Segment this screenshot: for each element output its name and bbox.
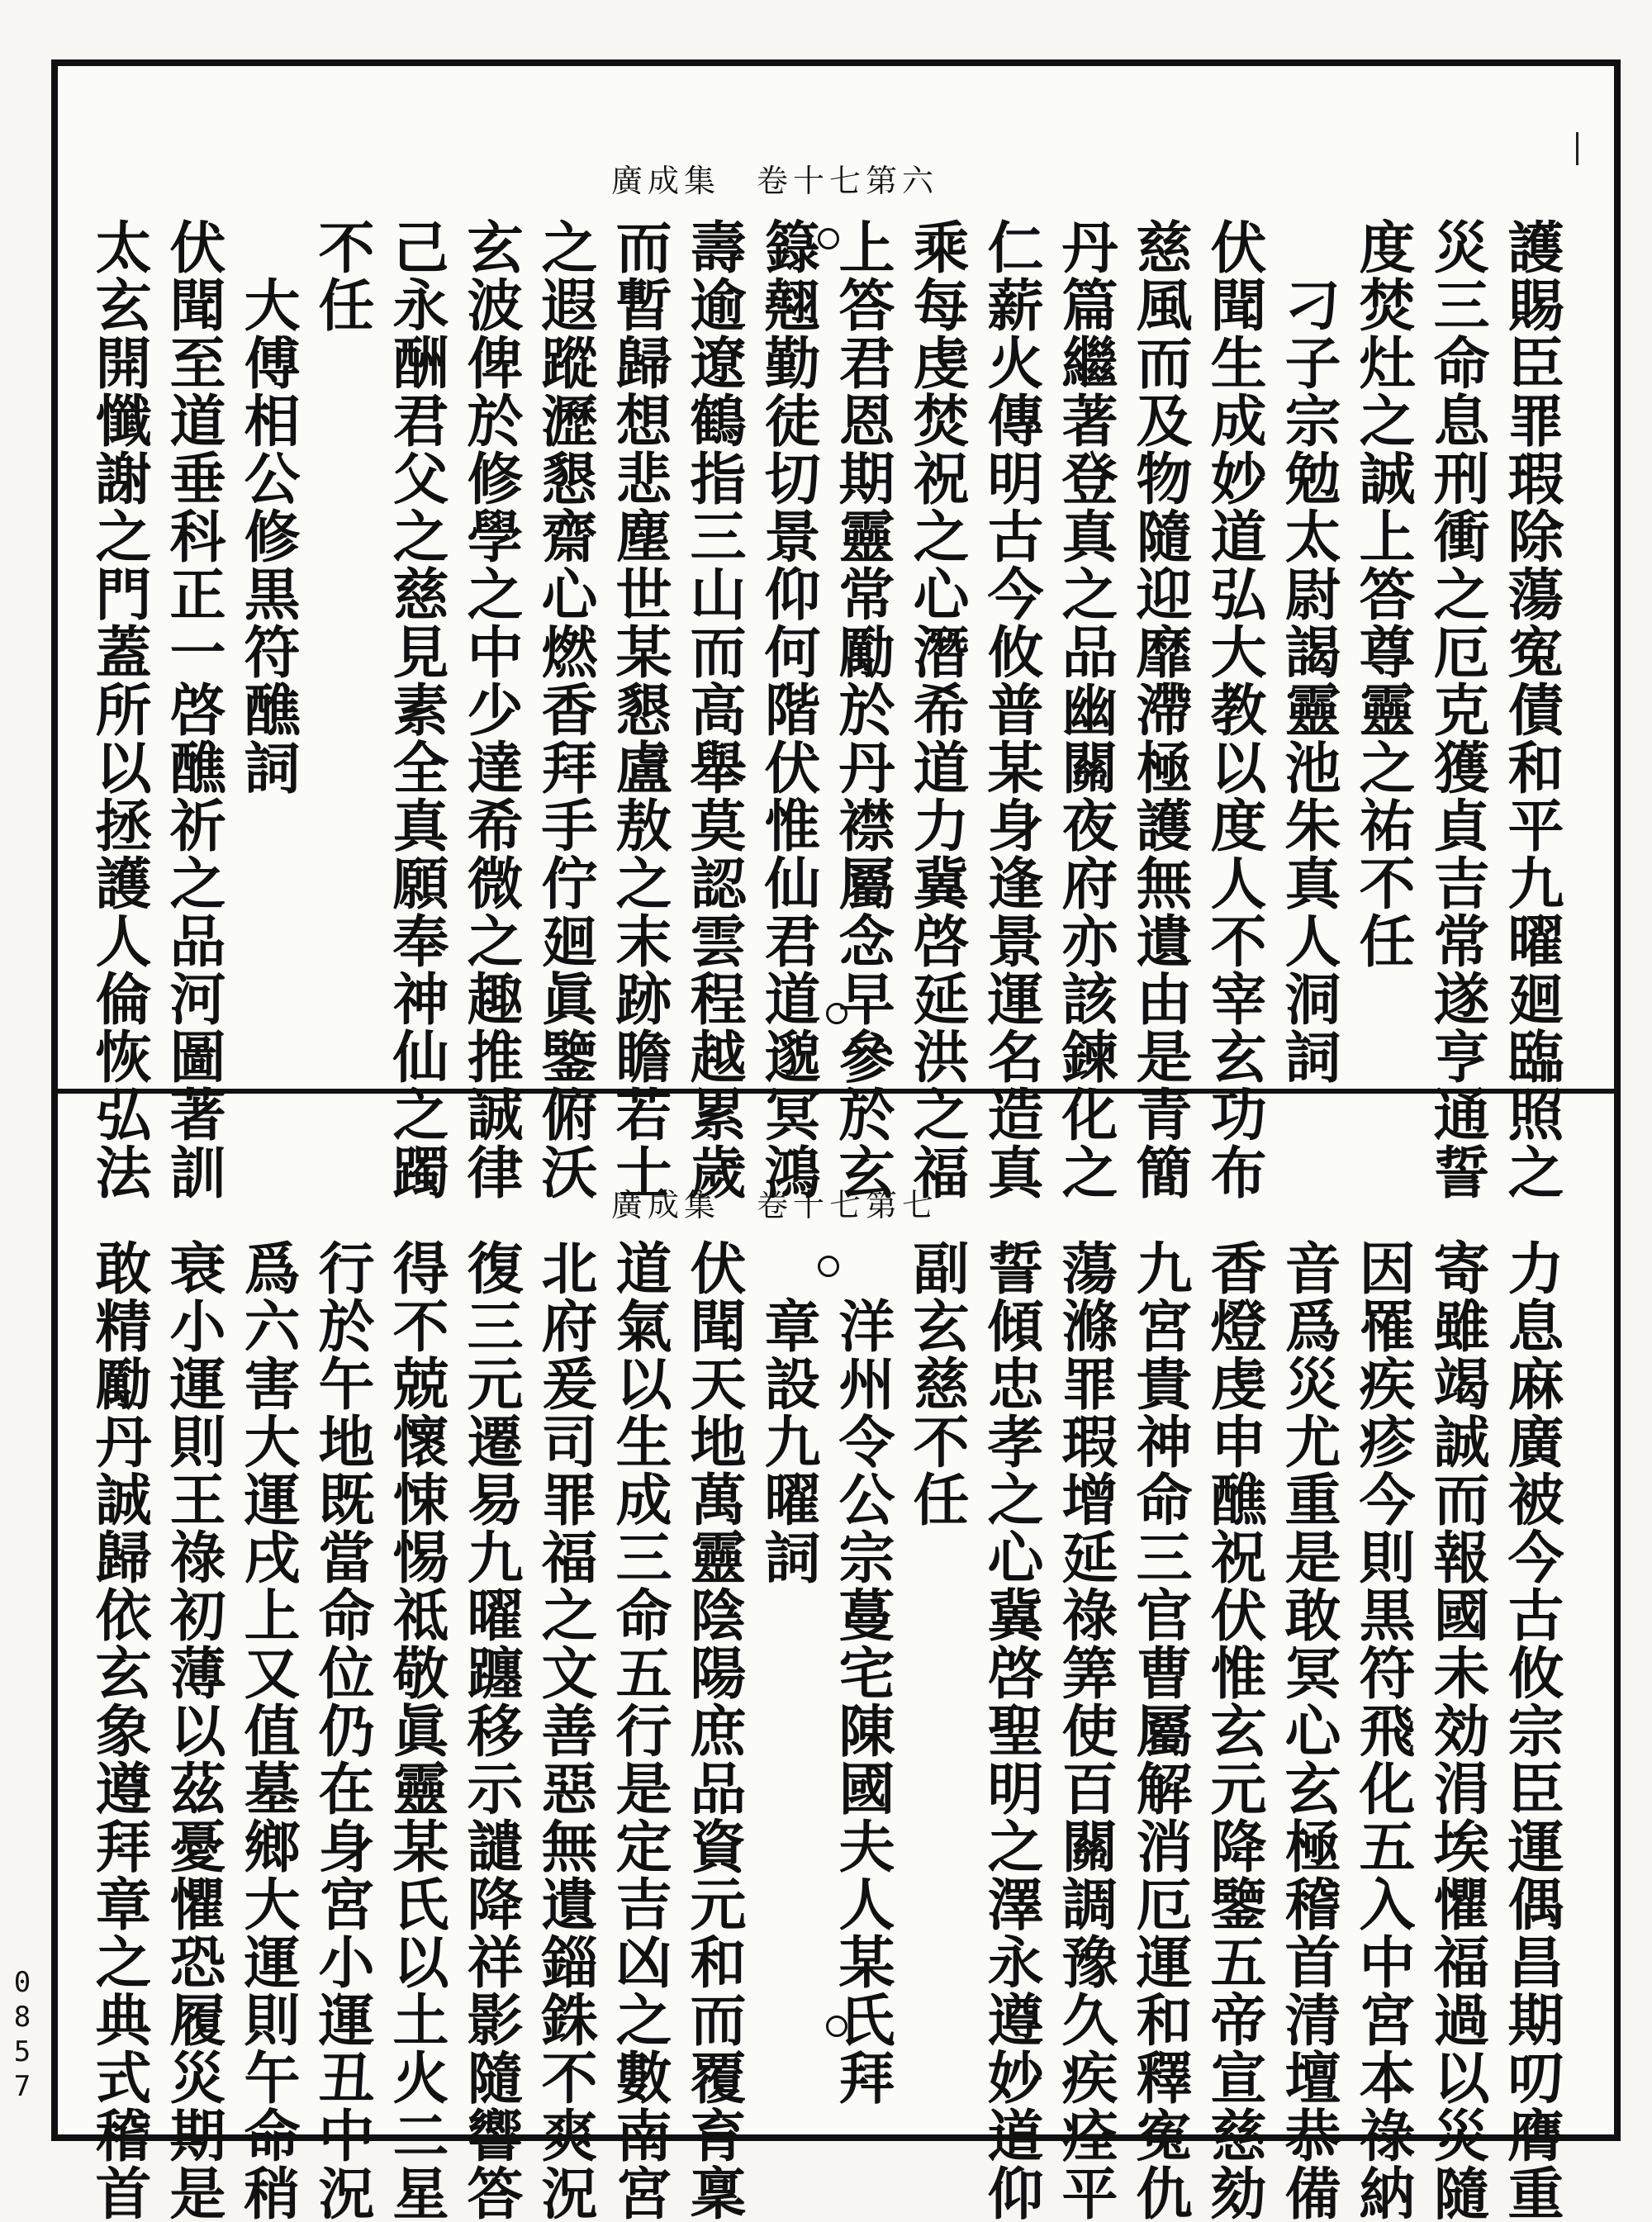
text-column: 誓傾忠孝之心冀啓聖明之澤永遵妙道仰 [978, 1239, 1044, 2222]
text-column: 因罹疾疹今則黒符飛化五入中宮本祿納 [1350, 1239, 1416, 2222]
circle-mark [826, 1003, 847, 1024]
lower-page-header: 廣成集 卷十七第七 [611, 1187, 939, 1223]
text-column: 乘每虔焚祝之心潛希道力冀啓延洪之福 [904, 218, 970, 1201]
text-column: 音爲災尤重是敢冥心玄極稽首清壇恭備 [1275, 1239, 1341, 2222]
text-column: 洋州令公宗蔓宅陳國夫人某氏拜 [829, 1239, 895, 2106]
text-column: 伏聞至道垂科正一啓醮祈之品河圖著訓 [160, 218, 226, 1201]
text-column: 爲六害大運戌上又值墓鄉大運則午命稍 [235, 1239, 301, 2222]
text-column: 刁子宗勉太尉謁靈池朱真人洞詞 [1275, 218, 1341, 1085]
text-column: 災三命息刑衝之厄克獲貞吉常遂亨通誓 [1424, 218, 1490, 1201]
text-column: 度焚灶之誠上答尊靈之祐不任 [1350, 218, 1416, 970]
circle-mark [818, 1256, 839, 1277]
text-column: 伏聞天地萬靈陰陽庶品資元和而覆育稟 [681, 1239, 747, 2222]
text-column: 之遐蹤瀝懇齋心燃香拜手佇廻眞鑒俯沃 [532, 218, 598, 1201]
text-column: 慈風而及物隨迎靡滯極護無遺由是青簡 [1127, 218, 1193, 1201]
text-column: 敢精勵丹誠歸依玄象遵拜章之典式稽首 [86, 1239, 152, 2222]
text-column: 北府爰司罪福之文善惡無遺錙銖不爽況 [532, 1239, 598, 2222]
text-column: 伏聞生成妙道弘大教以度人不宰玄功布 [1201, 218, 1267, 1201]
text-column: 得不兢懷悚惕祗敬眞靈某氏以土火二星 [383, 1239, 449, 2222]
text-column: 丹篇繼著登真之品幽關夜府亦該鍊化之 [1052, 218, 1118, 1201]
text-column: 護賜臣罪瑕除蕩寃債和平九曜廻臨照之 [1498, 218, 1564, 1201]
upper-page-header: 廣成集 卷十七第六 [611, 163, 939, 199]
text-column: 壽逾遼鶴指三山而高舉莫認雲程越累歲 [681, 218, 747, 1201]
text-column: 仁薪火傳明古今攸普某身逢景運名造真 [978, 218, 1044, 1201]
margin-mark [1576, 132, 1578, 165]
text-column: 衰小運則王祿初薄以茲憂懼恐履災期是 [160, 1239, 226, 2222]
text-column: 不任 [309, 218, 375, 334]
text-column: 籙翹勤徒切景仰何階伏惟仙君道邈冥鴻 [755, 218, 821, 1201]
text-column: 道氣以生成三命五行是定吉凶之數南宮 [606, 1239, 672, 2222]
text-column: 章設九曜詞 [755, 1239, 821, 1586]
text-column: 而暫歸想悲塵世某懇盧敖之末跡瞻若士 [606, 218, 672, 1201]
text-column: 寄雖竭誠而報國未効涓埃懼福過以災隨 [1424, 1239, 1490, 2222]
text-column: 蕩滌罪瑕增延祿筭使百關調豫久疾痊平 [1052, 1239, 1118, 2222]
circle-mark [818, 228, 839, 249]
text-column: 力息麻廣被今古攸宗臣運偶昌期叨膺重 [1498, 1239, 1564, 2222]
text-column: 玄波俾於修學之中少達希微之趣推誠律 [458, 218, 524, 1201]
text-column: 九宮貴神命三官曹屬解消厄運和釋寃仇 [1127, 1239, 1193, 2222]
text-column: 副玄慈不任 [904, 1239, 970, 1528]
page-number: 0857 [6, 1966, 39, 2105]
text-column: 行於午地既當命位仍在身宮小運丑中況 [309, 1239, 375, 2222]
text-column: 太玄開懺謝之門蓋所以拯護人倫恢弘法 [86, 218, 152, 1201]
text-column: 上答君恩期靈常勵於丹襟屬念早參於玄 [829, 218, 895, 1201]
text-column: 香燈虔申醮祝伏惟玄元降鑒五帝宣慈劾 [1201, 1239, 1267, 2222]
circle-mark [826, 2015, 847, 2037]
text-column: 大傅相公修黒符醮詞 [235, 218, 301, 796]
text-column: 復三元遷易九曜躔移示譴降祥影隨響答 [458, 1239, 524, 2222]
text-column: 己永酬君父之慈見素全真願奉神仙之躅 [383, 218, 449, 1201]
